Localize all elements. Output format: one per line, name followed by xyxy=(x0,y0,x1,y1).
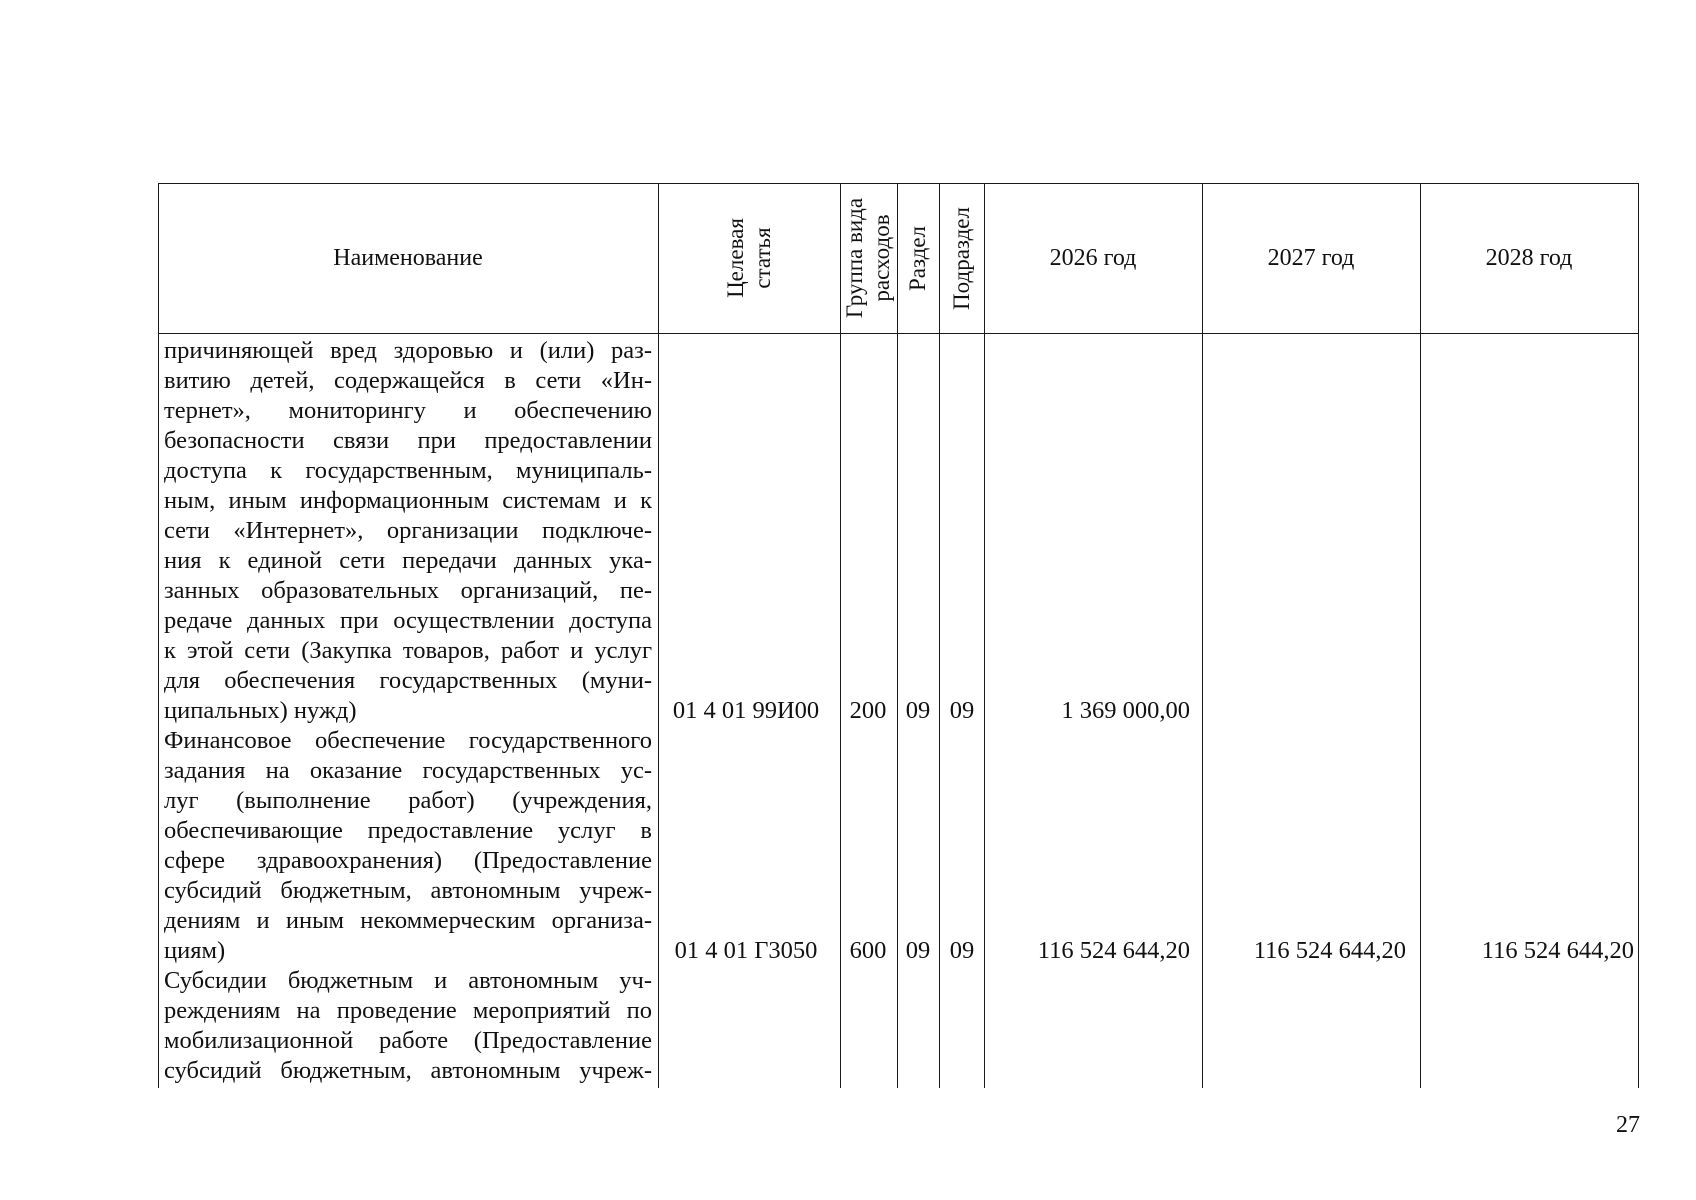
name-line: сети «Интернет», организации подключе- xyxy=(164,517,652,544)
header-target-article xyxy=(658,183,840,333)
row2-target-article: 01 4 01 Г3050 xyxy=(674,937,818,964)
header-2027 xyxy=(1202,183,1420,333)
header-name xyxy=(158,183,658,333)
name-line: причиняющей вред здоровью и (или) раз- xyxy=(164,337,652,364)
page-number: 27 xyxy=(1616,1112,1640,1138)
header-2028-label: 2028 год xyxy=(1485,244,1573,271)
header-section xyxy=(897,183,939,333)
row2-2026: 116 524 644,20 xyxy=(1037,937,1190,964)
name-line: Субсидии бюджетным и автономным уч- xyxy=(164,967,652,994)
header-2027-label: 2027 год xyxy=(1267,244,1355,271)
name-line: ципальных) нужд) xyxy=(164,697,357,724)
name-line: витию детей, содержащейся в сети «Ин- xyxy=(164,367,652,394)
row2-expense-group: 600 xyxy=(849,937,887,964)
row1-expense-group: 200 xyxy=(849,697,887,724)
name-line: Финансовое обеспечение государственного xyxy=(164,727,652,754)
header-2026-label: 2026 год xyxy=(1049,244,1137,271)
row1-target-article: 01 4 01 99И00 xyxy=(672,697,820,724)
name-line: обеспечивающие предоставление услуг в xyxy=(164,817,652,844)
header-2026 xyxy=(984,183,1202,333)
header-target-article-line2: статья xyxy=(749,227,775,289)
name-line: ным, иным информационным системам и к xyxy=(164,487,652,514)
name-line: реждениям на проведение мероприятий по xyxy=(164,997,652,1024)
name-line: задания на оказание государственных ус- xyxy=(164,757,652,784)
name-line: луг (выполнение работ) (учреждения, xyxy=(164,787,652,814)
name-line: мобилизационной работе (Предоставление xyxy=(164,1027,652,1054)
name-line: занных образовательных организаций, пе- xyxy=(164,577,652,604)
name-line: редаче данных при осуществлении доступа xyxy=(164,607,652,634)
name-line: сфере здравоохранения) (Предоставление xyxy=(164,847,652,874)
name-line: для обеспечения государственных (муни- xyxy=(164,667,652,694)
row2-2028: 116 524 644,20 xyxy=(1481,937,1634,964)
header-target-article-line1: Целевая xyxy=(722,218,748,298)
name-line: к этой сети (Закупка товаров, работ и услуг xyxy=(164,637,652,664)
row1-subsection: 09 xyxy=(949,697,975,724)
row1-section: 09 xyxy=(905,697,931,724)
name-column-text xyxy=(164,336,652,1086)
name-line: безопасности связи при предоставлении xyxy=(164,427,652,454)
header-expense-group-line1: Группа вида xyxy=(842,197,868,319)
row2-section: 09 xyxy=(905,937,931,964)
name-line: доступа к государственным, муниципаль- xyxy=(164,457,652,484)
header-bottom-border xyxy=(158,333,1638,334)
row2-subsection: 09 xyxy=(949,937,975,964)
header-expense-group-line2: расходов xyxy=(869,214,895,302)
header-2028 xyxy=(1420,183,1638,333)
name-line: ния к единой сети передачи данных ука- xyxy=(164,547,652,574)
col-border xyxy=(1638,183,1639,1088)
row1-2026: 1 369 000,00 xyxy=(1061,697,1190,724)
row2-2027: 116 524 644,20 xyxy=(1253,937,1406,964)
header-name-label: Наименование xyxy=(333,244,483,271)
name-line: дениям и иным некоммерческим организа- xyxy=(164,907,652,934)
name-line: циям) xyxy=(164,937,226,964)
header-section-label: Раздел xyxy=(905,225,931,291)
name-line: субсидий бюджетным, автономным учреж- xyxy=(164,877,652,904)
name-line: субсидий бюджетным, автономным учреж- xyxy=(164,1057,652,1084)
budget-table xyxy=(158,183,1638,1088)
header-subsection xyxy=(939,183,984,333)
header-subsection-label: Подраздел xyxy=(949,206,975,310)
name-line: тернет», мониторингу и обеспечению xyxy=(164,397,652,424)
header-expense-group xyxy=(840,183,897,333)
